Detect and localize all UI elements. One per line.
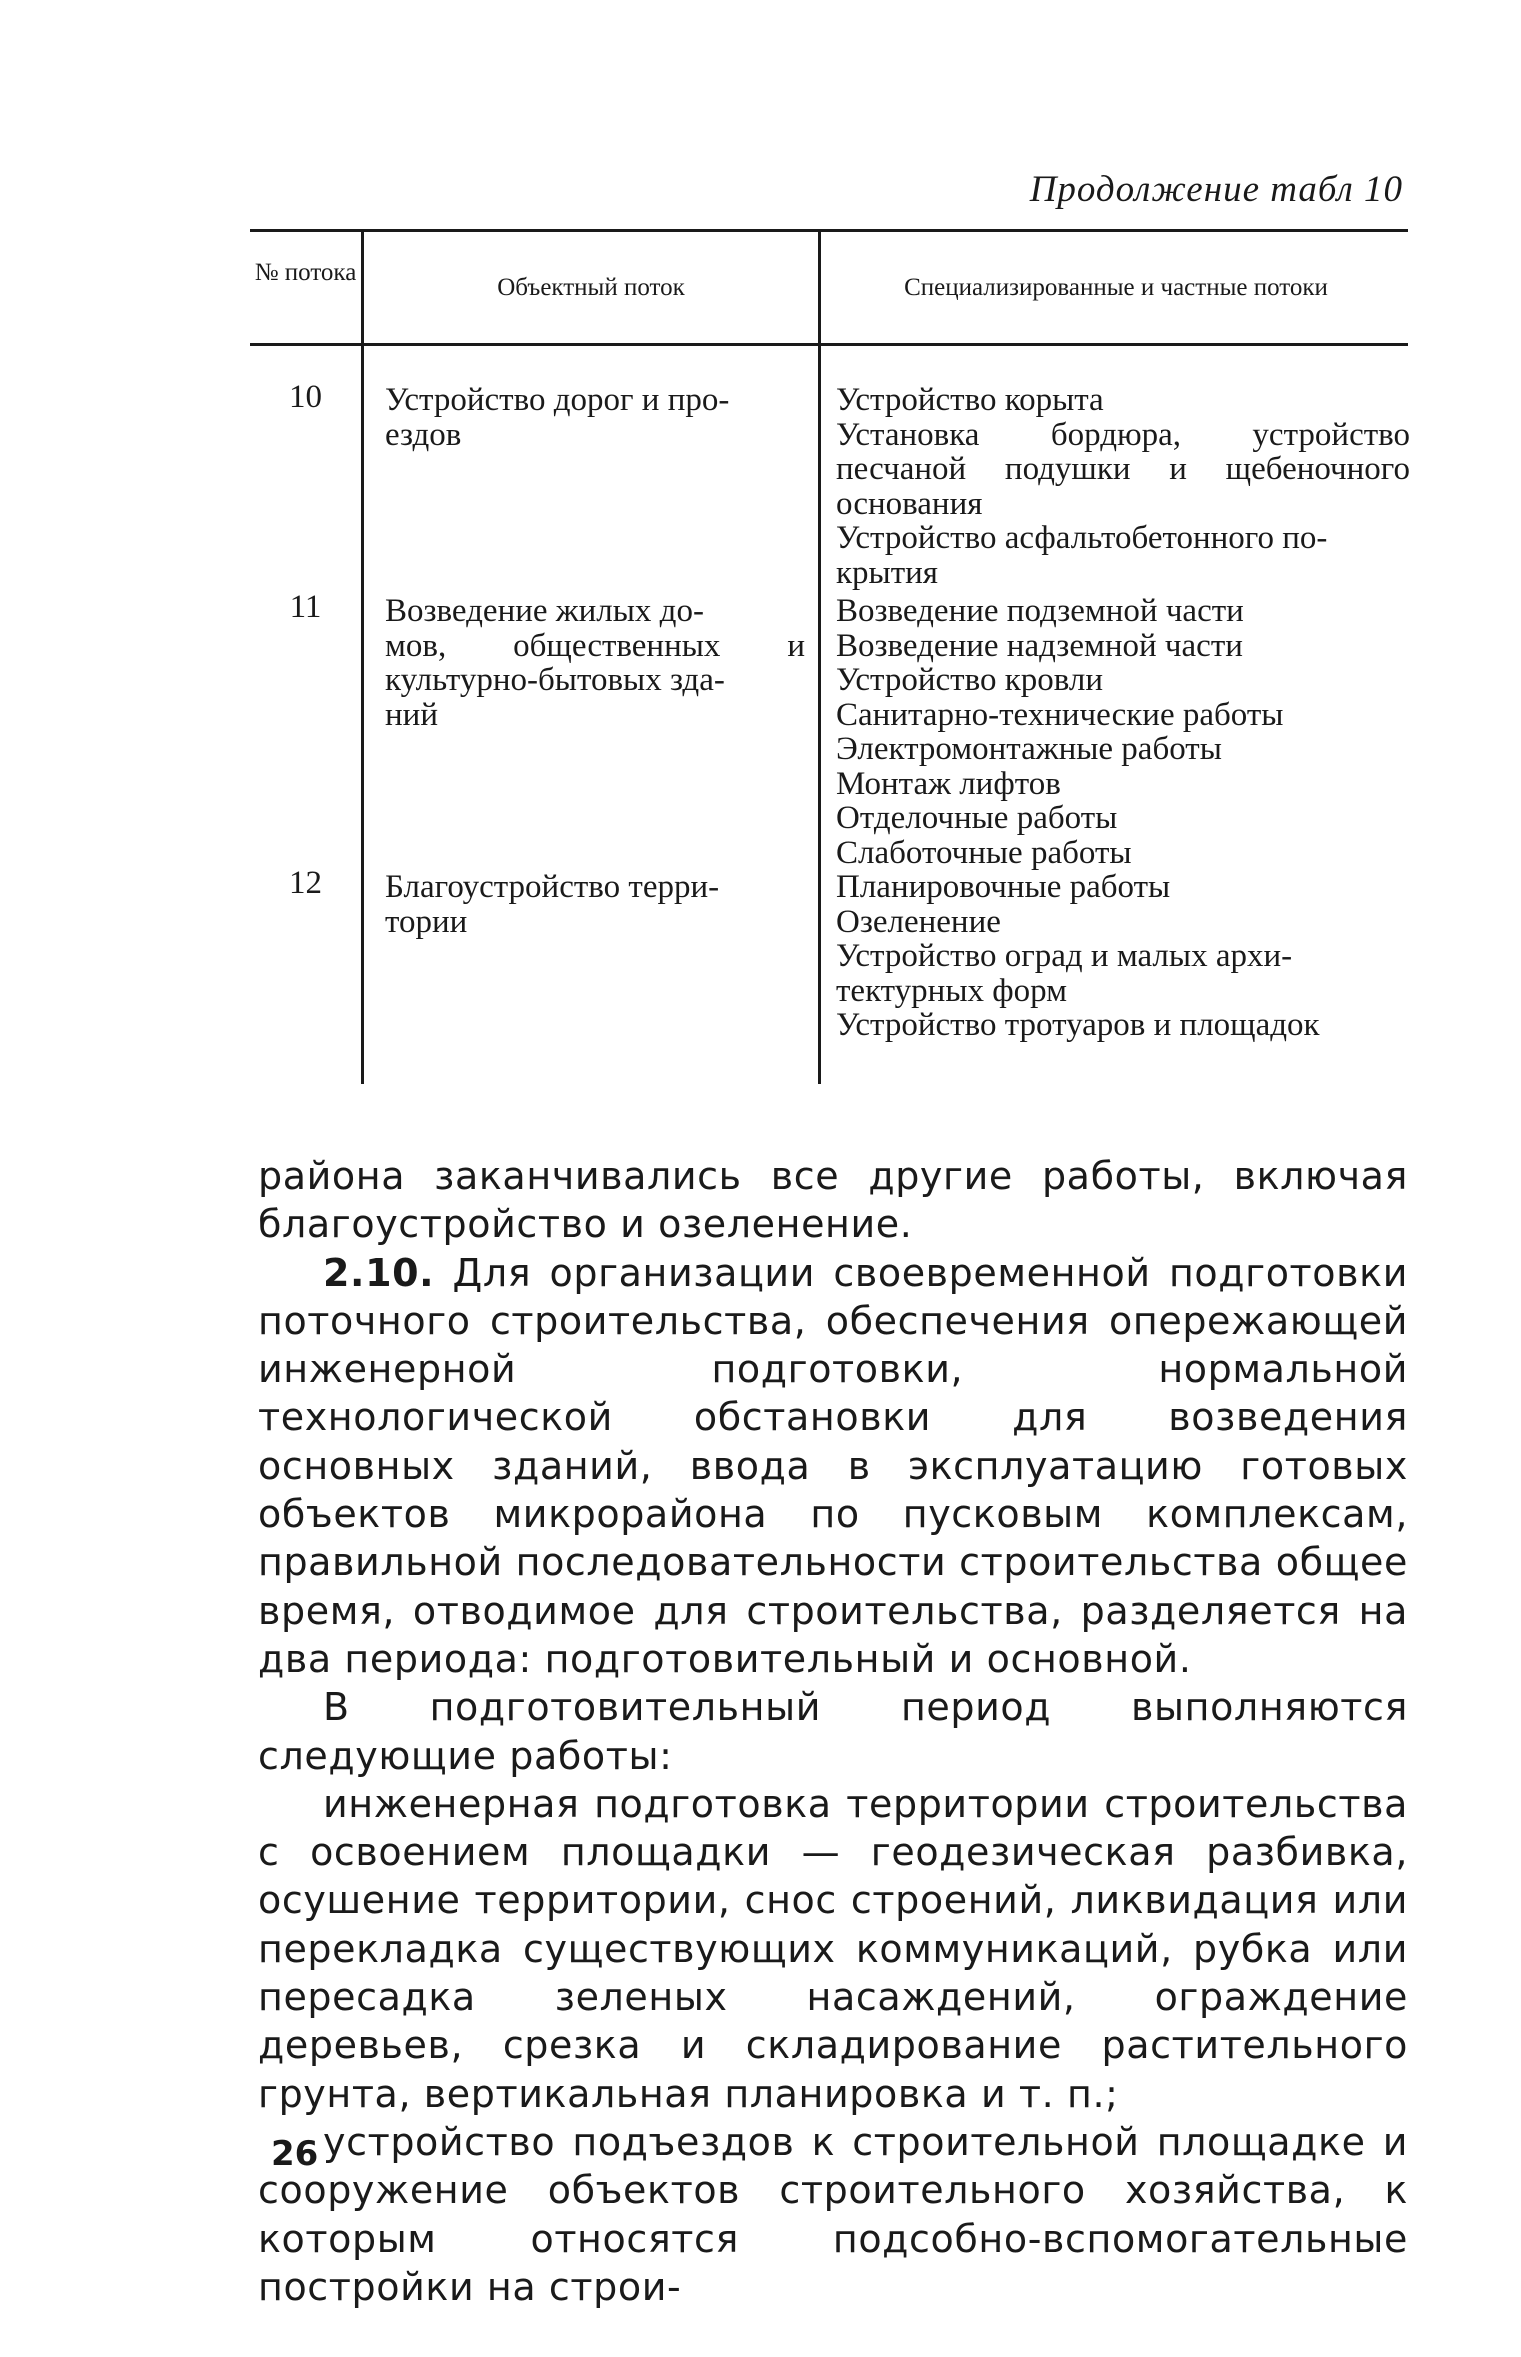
row-num: 10 — [289, 379, 322, 415]
paragraph-text: Для организации своевременной подготовки поточного строительства, обеспечения опережающей инженерной подготовки, нормальной технологической обстановки для возведения основных зданий, ввода в эксплуатацию готовых объектов микрорайона по пусковым комплексам, правильной последовательности строительства общее время, отводимое для строительства, разделяется на два периода: подготовительный и основной. — [258, 1250, 1408, 1681]
list-item: Санитарно-технические работы — [836, 696, 1284, 733]
paragraph: инженерная подготовка территории строительства с освоением площадки — геодезическая разбивка, осушение территории, снос строений, ликвидация или перекладка существующих коммуникаций, рубка или пересадка зеленых насаждений, ограждение деревьев, срезка и складирование растительного грунта, вертикальная планировка и т. п.; — [258, 1781, 1408, 2116]
table-header-rule — [250, 343, 1408, 346]
row-special-list — [836, 870, 1410, 1043]
list-item: Установка бордюра, устройство песчаной подушки и щебеночного основания — [836, 416, 1410, 522]
paragraph: В подготовительный период выполняются следующие работы: — [258, 1685, 1408, 1778]
row-special-list — [836, 383, 1410, 590]
paragraph: устройство подъездов к строительной площадке и сооружение объектов строительного хозяйства, к которым относятся подсобно-вспомогательные постройки на строи- — [258, 2119, 1408, 2309]
table-col-divider-2 — [818, 232, 821, 1084]
row-num: 11 — [289, 589, 322, 625]
paragraph — [258, 1249, 1408, 1684]
body-text — [258, 1152, 1408, 2311]
header-num: № потока — [254, 259, 357, 286]
list-item: Устройство асфальтобетонного по- крытия — [836, 520, 1328, 591]
row-object: Благоустройство терри- тории — [385, 869, 720, 940]
table-top-rule — [250, 229, 1408, 232]
list-item: Возведение подземной части — [836, 593, 1244, 629]
list-item: Устройство корыта — [836, 382, 1104, 418]
header-special: Специализированные и частные потоки — [904, 274, 1328, 301]
page-number: 26 — [271, 2134, 319, 2174]
list-item: Монтаж лифтов — [836, 765, 1061, 802]
list-item: Озеленение — [836, 903, 1001, 940]
list-item: Электромонтажные работы — [836, 731, 1222, 767]
row-num: 12 — [289, 865, 322, 901]
list-item: Отделочные работы — [836, 800, 1118, 836]
header-object: Объектный поток — [497, 274, 685, 301]
list-item: Возведение надземной части — [836, 627, 1243, 664]
row-special-list — [836, 594, 1410, 870]
list-item: Устройство кровли — [836, 662, 1104, 698]
list-item: Устройство тротуаров и площадок — [836, 1007, 1320, 1043]
list-item: Устройство оград и малых архи- тектурных форм — [836, 938, 1293, 1009]
paragraph: района заканчивались все другие работы, включая благоустройство и озеленение. — [258, 1154, 1408, 1247]
table-caption: Продолжение табл 10 — [1029, 169, 1403, 210]
list-item: Слаботочные работы — [836, 834, 1132, 871]
row-object: Устройство дорог и про- ездов — [385, 382, 730, 453]
list-item: Планировочные работы — [836, 869, 1171, 905]
table-col-divider-1 — [361, 232, 364, 1084]
paragraph-number: 2.10. — [323, 1250, 435, 1295]
row-object: Возведение жилых до- мов, общественных и культурно-бытовых зда- ний — [385, 593, 805, 733]
